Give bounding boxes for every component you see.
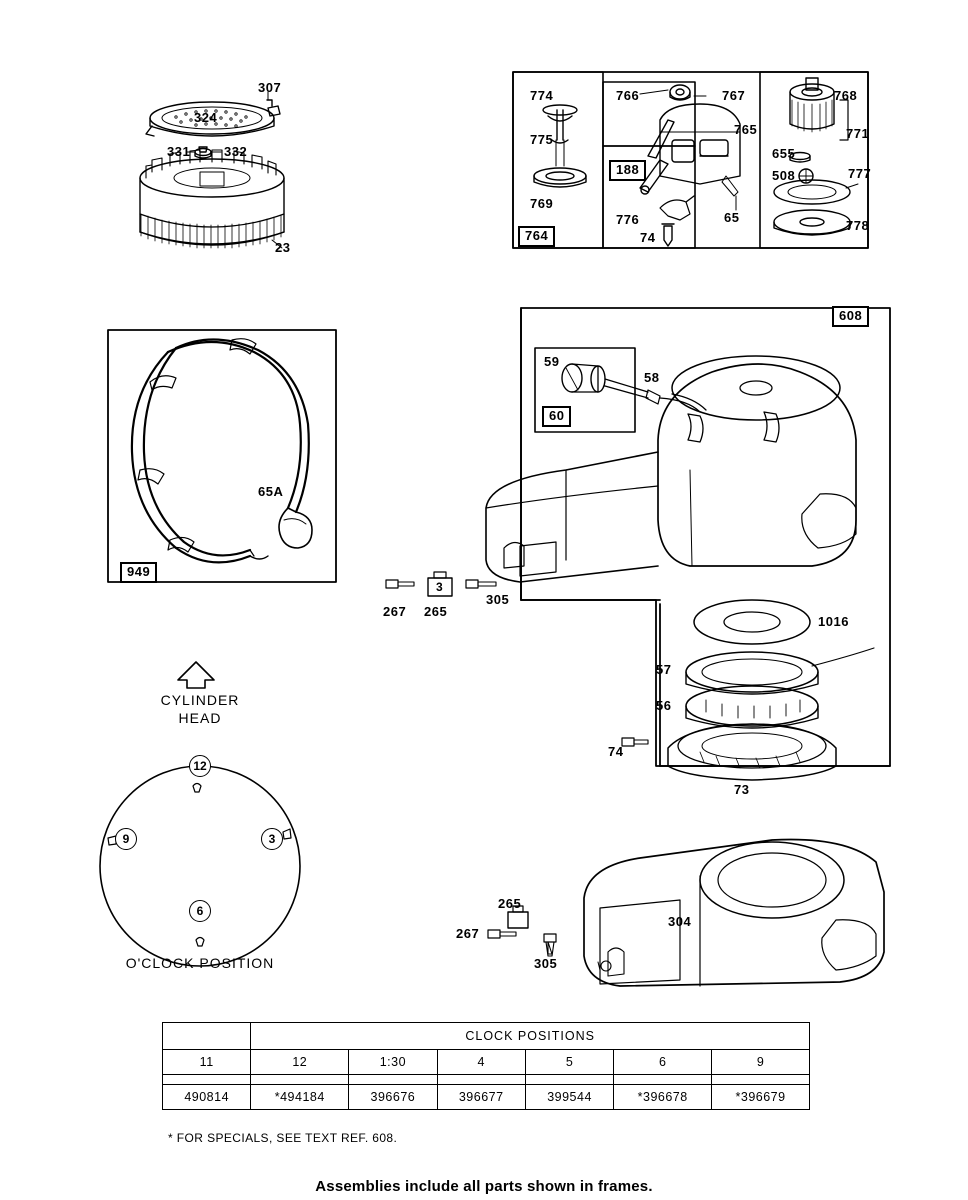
callout-305-lower: 305 bbox=[534, 956, 558, 971]
callout-56: 56 bbox=[656, 698, 672, 713]
callout-768: 768 bbox=[834, 88, 858, 103]
table-cell-position-1: 12 bbox=[251, 1050, 349, 1075]
callout-774: 774 bbox=[530, 88, 554, 103]
callout-267-lower: 267 bbox=[456, 926, 480, 941]
callout-778: 778 bbox=[846, 218, 870, 233]
callout-65: 65 bbox=[724, 210, 740, 225]
table-spacer-cell-6 bbox=[712, 1075, 810, 1085]
table-cell-position-3: 4 bbox=[437, 1050, 525, 1075]
assemblies-note: Assemblies include all parts shown in frames. bbox=[315, 1178, 653, 1195]
table-spacer-cell-5 bbox=[614, 1075, 712, 1085]
callout-324: 324 bbox=[194, 110, 218, 125]
cylinder-head-label-line1: CYLINDER bbox=[160, 692, 240, 708]
table-header-blank-cell bbox=[163, 1023, 251, 1050]
callout-74-lower: 74 bbox=[608, 744, 624, 759]
table-spacer-cell-3 bbox=[437, 1075, 525, 1085]
callout-775: 775 bbox=[530, 132, 554, 147]
callout-1016: 1016 bbox=[818, 614, 849, 629]
cylinder-head-label-line2: HEAD bbox=[178, 710, 222, 726]
clock-marker-3: 3 bbox=[261, 828, 283, 850]
callout-608: 608 bbox=[832, 306, 869, 327]
table-cell-position-2: 1:30 bbox=[349, 1050, 437, 1075]
table-spacer-row bbox=[163, 1075, 810, 1085]
callout-304: 304 bbox=[668, 914, 692, 929]
callout-73: 73 bbox=[734, 782, 750, 797]
callout-265-lower: 265 bbox=[498, 896, 522, 911]
callout-777: 777 bbox=[848, 166, 872, 181]
table-header-row bbox=[163, 1023, 810, 1050]
table-cell-part-2: 396676 bbox=[349, 1085, 437, 1110]
table-cell-part-5: *396678 bbox=[614, 1085, 712, 1110]
clock-positions-table bbox=[162, 1022, 810, 1110]
callout-305-upper: 305 bbox=[486, 592, 510, 607]
callout-776: 776 bbox=[616, 212, 640, 227]
callout-65A: 65A bbox=[258, 484, 284, 499]
oclock-position-label: O'CLOCK POSITION bbox=[125, 955, 275, 971]
table-cell-position-0: 11 bbox=[163, 1050, 251, 1075]
callout-57: 57 bbox=[656, 662, 672, 677]
table-cell-part-0: 490814 bbox=[163, 1085, 251, 1110]
table-cell-position-4: 5 bbox=[525, 1050, 613, 1075]
callout-655: 655 bbox=[772, 146, 796, 161]
callout-23: 23 bbox=[275, 240, 291, 255]
callout-765: 765 bbox=[734, 122, 758, 137]
table-cell-part-4: 399544 bbox=[525, 1085, 613, 1110]
callout-767: 767 bbox=[722, 88, 746, 103]
callout-949: 949 bbox=[120, 562, 157, 583]
clock-marker-12: 12 bbox=[189, 755, 211, 777]
table-spacer-cell-2 bbox=[349, 1075, 437, 1085]
table-part-numbers-row bbox=[163, 1085, 810, 1110]
table-spacer-cell-4 bbox=[525, 1075, 613, 1085]
table-cell-position-6: 9 bbox=[712, 1050, 810, 1075]
callout-766: 766 bbox=[616, 88, 640, 103]
table-cell-part-6: *396679 bbox=[712, 1085, 810, 1110]
table-cell-part-1: *494184 bbox=[251, 1085, 349, 1110]
table-spacer-cell-0 bbox=[163, 1075, 251, 1085]
callout-331: 331 bbox=[167, 144, 191, 159]
table-header-title: CLOCK POSITIONS bbox=[251, 1023, 810, 1050]
table-cell-part-3: 396677 bbox=[437, 1085, 525, 1110]
clock-marker-9: 9 bbox=[115, 828, 137, 850]
table-footnote: * FOR SPECIALS, SEE TEXT REF. 608. bbox=[168, 1131, 398, 1145]
callout-265-upper: 265 bbox=[424, 604, 448, 619]
callout-267-upper: 267 bbox=[383, 604, 407, 619]
callout-332: 332 bbox=[224, 144, 248, 159]
callout-60: 60 bbox=[542, 406, 571, 427]
table-positions-row bbox=[163, 1050, 810, 1075]
callout-307: 307 bbox=[258, 80, 282, 95]
table-spacer-cell-1 bbox=[251, 1075, 349, 1085]
clock-positions-table-wrap bbox=[162, 1022, 810, 1110]
clock-marker-6: 6 bbox=[189, 900, 211, 922]
callout-188: 188 bbox=[609, 160, 646, 181]
callout-59: 59 bbox=[544, 354, 560, 369]
callout-58: 58 bbox=[644, 370, 660, 385]
callout-769: 769 bbox=[530, 196, 554, 211]
callout-764: 764 bbox=[518, 226, 555, 247]
callout-771: 771 bbox=[846, 126, 870, 141]
callout-74-upper: 74 bbox=[640, 230, 656, 245]
table-cell-position-5: 6 bbox=[614, 1050, 712, 1075]
callout-3: 3 bbox=[436, 580, 444, 594]
callout-508: 508 bbox=[772, 168, 796, 183]
